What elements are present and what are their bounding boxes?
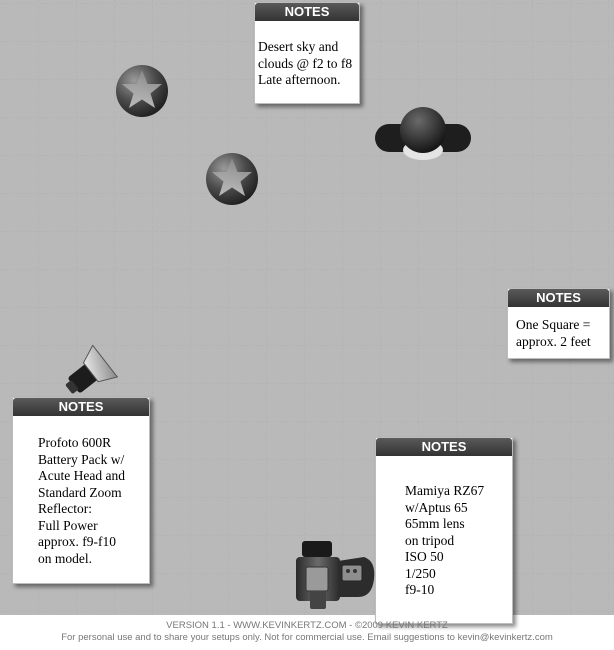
star-ball-icon[interactable] bbox=[205, 152, 259, 206]
notes-light bbox=[12, 397, 150, 584]
strobe-head-icon[interactable] bbox=[56, 344, 112, 396]
notes-scale-title: NOTES bbox=[508, 289, 609, 307]
star-ball-icon[interactable] bbox=[115, 64, 169, 118]
notes-light-title: NOTES bbox=[13, 398, 149, 416]
notes-scale-text: One Square = approx. 2 feet bbox=[516, 317, 591, 349]
notes-sky bbox=[254, 2, 360, 104]
notes-camera-text: Mamiya RZ67 w/Aptus 65 65mm lens on tripod ISO 50 1/250 f9-10 bbox=[405, 483, 485, 597]
notes-camera-title: NOTES bbox=[376, 438, 512, 456]
person-top-view-icon[interactable] bbox=[374, 104, 472, 162]
notes-camera bbox=[375, 437, 513, 624]
footer-disclaimer: For personal use and to share your setups only. Not for commercial use. Email suggestions to kevin@kevinkertz.com bbox=[61, 632, 553, 643]
notes-scale bbox=[507, 288, 610, 359]
notes-sky-title: NOTES bbox=[255, 3, 359, 21]
camera-icon[interactable] bbox=[294, 539, 378, 611]
footer-version: VERSION 1.1 - WWW.KEVINKERTZ.COM - ©2009 KEVIN KERTZ bbox=[166, 620, 448, 631]
notes-sky-text: Desert sky and clouds @ f2 to f8 Late afternoon. bbox=[258, 39, 353, 87]
notes-light-text: Profoto 600R Battery Pack w/ Acute Head and Standard Zoom Reflector: Full Power approx. f9-f10 on model. bbox=[38, 435, 125, 566]
